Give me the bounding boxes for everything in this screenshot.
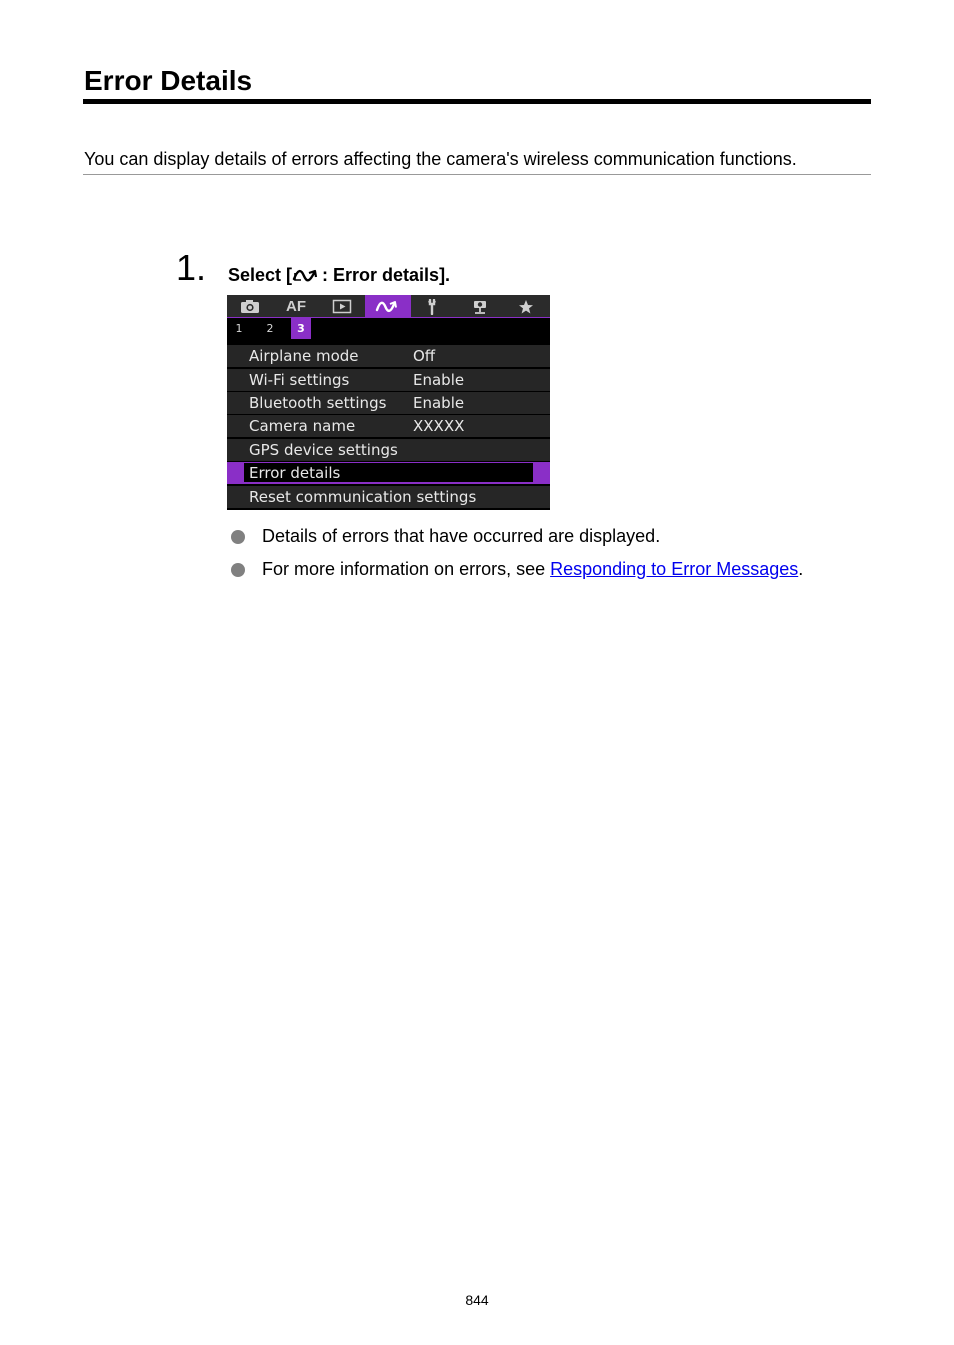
page-tab-1[interactable]: 1: [235, 322, 243, 335]
camera-menu-screen: [227, 295, 550, 510]
menu-item-gps-device-settings[interactable]: [227, 439, 550, 461]
wireless-icon: [375, 299, 401, 314]
menu-item-value: XXXXX: [413, 417, 465, 435]
menu-item-camera-name[interactable]: [227, 415, 550, 437]
bullet-text-before: For more information on errors, see: [262, 559, 551, 579]
step-number: 1.: [176, 247, 207, 288]
custom-function-icon: [471, 299, 489, 315]
menu-page-row: [227, 318, 550, 339]
menu-item-error-details[interactable]: [227, 462, 550, 484]
star-icon: [518, 299, 534, 315]
camera-icon: [240, 299, 260, 314]
step-text-before: Select [: [228, 265, 293, 285]
bullet-icon: [231, 563, 245, 577]
step-text-after: : Error details].: [322, 265, 451, 285]
intro-text: You can display details of errors affecting the camera's wireless communication functions.: [84, 149, 797, 169]
tab-playback[interactable]: [319, 295, 365, 318]
menu-item-airplane-mode[interactable]: [227, 345, 550, 367]
tab-setup[interactable]: [411, 295, 457, 318]
page-tab-2[interactable]: 2: [266, 322, 274, 335]
page-title: Error Details: [84, 65, 253, 96]
menu-item-value: Enable: [413, 394, 465, 412]
wireless-icon: [292, 266, 322, 282]
menu-item-wifi-settings[interactable]: [227, 369, 550, 391]
menu-item-label: Camera name: [249, 417, 356, 435]
menu-item-label: Wi-Fi settings: [249, 371, 350, 389]
playback-icon: [332, 299, 352, 314]
step-text: [228, 264, 450, 286]
tab-custom-functions[interactable]: [457, 295, 503, 318]
menu-item-label: Error details: [249, 464, 341, 482]
bullet-text: Details of errors that have occurred are displayed.: [262, 526, 661, 546]
title-rule: [83, 99, 871, 104]
tab-my-menu[interactable]: [503, 295, 549, 318]
tab-wireless[interactable]: [365, 295, 411, 318]
page-tab-3[interactable]: 3: [291, 318, 311, 339]
bullet-text: [262, 558, 803, 580]
menu-item-value: Enable: [413, 371, 465, 389]
menu-item-label: Reset communication settings: [249, 488, 477, 506]
bullet-text-after: .: [798, 559, 804, 579]
bullet-icon: [231, 530, 245, 544]
menu-item-value: Off: [413, 347, 436, 365]
menu-item-label: Airplane mode: [249, 347, 359, 365]
menu-item-bluetooth-settings[interactable]: [227, 392, 550, 414]
menu-item-reset-communication-settings[interactable]: [227, 486, 550, 508]
intro-rule: [83, 174, 871, 175]
tab-af[interactable]: AF: [286, 298, 306, 315]
wrench-icon: [426, 299, 442, 315]
menu-item-label: Bluetooth settings: [249, 394, 387, 412]
menu-item-label: GPS device settings: [249, 441, 398, 459]
tab-shooting[interactable]: [227, 295, 273, 318]
menu-tab-bar: [227, 295, 550, 318]
error-messages-link[interactable]: Responding to Error Messages: [550, 559, 799, 579]
page-number: 844: [465, 1292, 489, 1308]
